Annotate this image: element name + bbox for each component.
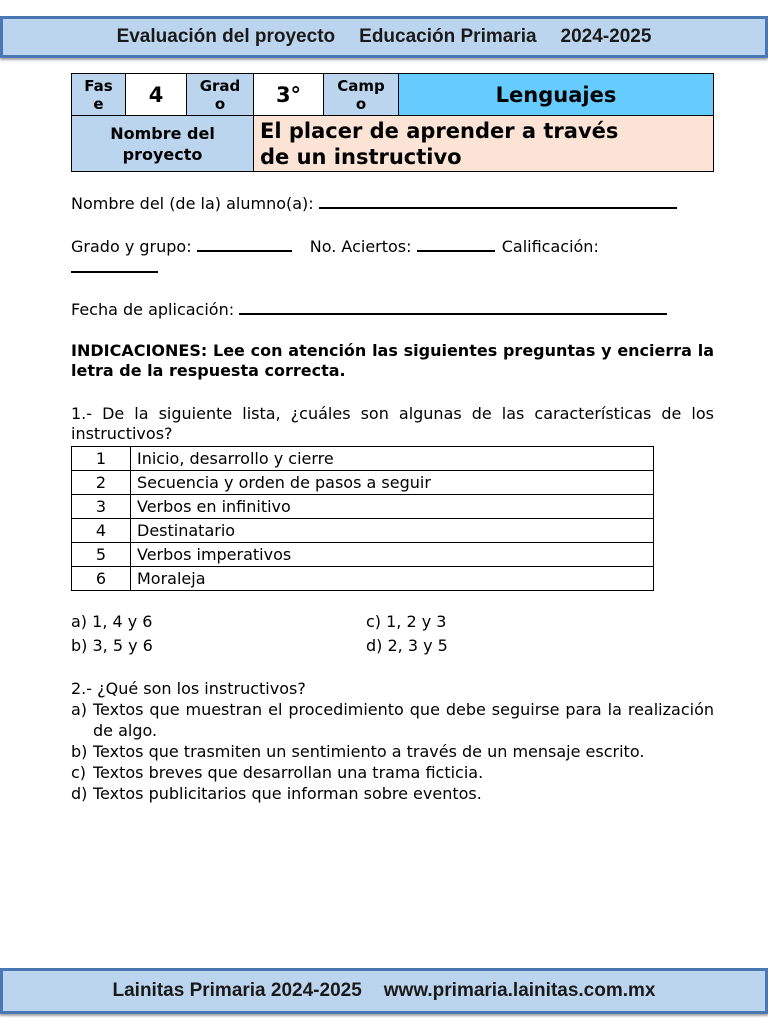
- question-2-text: 2.- ¿Qué son los instructivos?: [71, 679, 306, 698]
- row-text: Inicio, desarrollo y cierre: [131, 447, 654, 471]
- grade-group-blank[interactable]: [197, 236, 292, 252]
- top-banner: [0, 16, 768, 58]
- grado-value: 3°: [254, 74, 324, 116]
- project-header-table: [71, 73, 714, 172]
- website-url[interactable]: www.primaria.lainitas.com.mx: [383, 980, 656, 1001]
- grade-group-label: Grado y grupo:: [71, 237, 192, 256]
- row-text: Verbos imperativos: [131, 543, 654, 567]
- table-row: [72, 519, 654, 543]
- row-number: 2: [72, 471, 131, 495]
- nombre-proyecto-label: Nombre del proyecto: [72, 116, 254, 172]
- grade-blank-row: [71, 257, 158, 277]
- row-text: Verbos en infinitivo: [131, 495, 654, 519]
- campo-label: Camp o: [324, 74, 399, 116]
- table-row: [72, 543, 654, 567]
- row-number: 1: [72, 447, 131, 471]
- evaluation-title: Evaluación del proyecto: [116, 26, 336, 47]
- student-name-blank[interactable]: [319, 193, 677, 209]
- q2-answer-d[interactable]: d) Textos publicitarios que informan sobre eventos.: [71, 784, 482, 803]
- grado-label: Grad o: [187, 74, 254, 116]
- question-1: 1.- De la siguiente lista, ¿cuáles son algunas de las características de los instructivos?: [71, 404, 714, 443]
- row-text: Secuencia y orden de pasos a seguir: [131, 471, 654, 495]
- grade-label: Calificación:: [501, 237, 599, 256]
- characteristics-table: [71, 446, 654, 591]
- row-text: Moraleja: [131, 567, 654, 591]
- table-row: [72, 567, 654, 591]
- table-row: [72, 495, 654, 519]
- row-number: 4: [72, 519, 131, 543]
- correct-answers-label: No. Aciertos:: [309, 237, 412, 256]
- student-name-label: Nombre del (de la) alumno(a):: [71, 194, 314, 213]
- q1-option-c[interactable]: c) 1, 2 y 3: [366, 612, 447, 631]
- worksheet: [71, 73, 714, 803]
- application-date-label: Fecha de aplicación:: [71, 300, 235, 319]
- q1-option-a[interactable]: a) 1, 4 y 6: [71, 612, 153, 631]
- table-row: [72, 447, 654, 471]
- table-row: [72, 471, 654, 495]
- application-date-field[interactable]: [71, 299, 667, 319]
- bottom-banner: [0, 968, 768, 1014]
- project-name: El placer de aprender a través de un instructivo: [254, 116, 714, 172]
- row-number: 3: [72, 495, 131, 519]
- q2-answer-c[interactable]: c) Textos breves que desarrollan una trama ficticia.: [71, 763, 484, 782]
- q2-answer-a[interactable]: a) Textos que muestran el procedimiento que debe seguirse para la realización de algo.: [71, 700, 714, 740]
- application-date-blank[interactable]: [239, 299, 667, 315]
- row-number: 6: [72, 567, 131, 591]
- row-number: 5: [72, 543, 131, 567]
- row-text: Destinatario: [131, 519, 654, 543]
- school-year: 2024-2025: [560, 26, 652, 47]
- brand-name: Lainitas Primaria 2024-2025: [112, 980, 362, 1001]
- education-level: Educación Primaria: [359, 26, 537, 47]
- grade-blank[interactable]: [71, 257, 158, 273]
- q1-option-d[interactable]: d) 2, 3 y 5: [366, 636, 448, 655]
- fase-label: Fas e: [72, 74, 126, 116]
- q1-option-b[interactable]: b) 3, 5 y 6: [71, 636, 153, 655]
- grade-group-row: [71, 236, 599, 256]
- instructions: INDICACIONES: Lee con atención las siguientes preguntas y encierra la letra de la respuesta correcta.: [71, 341, 714, 380]
- student-name-field[interactable]: [71, 193, 677, 213]
- q2-answer-b[interactable]: b) Textos que trasmiten un sentimiento a través de un mensaje escrito.: [71, 742, 645, 761]
- question-2: [71, 678, 714, 804]
- fase-value: 4: [126, 74, 187, 116]
- campo-value: Lenguajes: [399, 74, 714, 116]
- correct-answers-blank[interactable]: [417, 236, 495, 252]
